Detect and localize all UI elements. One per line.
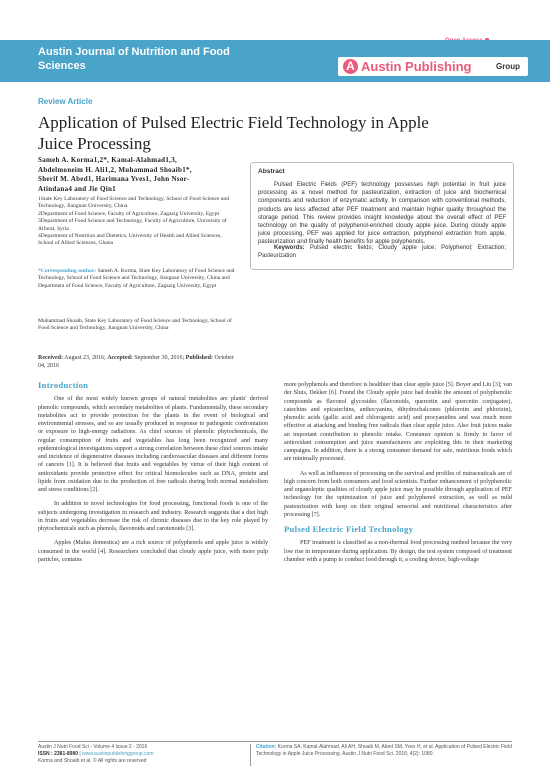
author-line: Sherif M. Abed1, Harimana Yves1, John Nsor- [38,175,190,183]
footer-citation [256,744,514,758]
published-label: Published: [185,355,214,361]
author-line: Atindana4 and Jie Qin1 [38,184,116,193]
received-date: August 23, 2016; [64,355,106,361]
affiliation: 3Department of Food Science and Technology, Faculty of Agriculture, University of Alfurat, Syria [38,218,227,232]
abstract-heading: Abstract [258,168,285,175]
keywords-text: Pulsed electric fields; Cloudy apple juice; Polyphenol; Extraction; Pasteurization [258,245,506,260]
abstract-text: Pulsed Electric Fields (PEF) technology possesses high potential in fruit juice processing as a novel method for pasteurization, extraction of juice and biochemical components and reduction of enzymatic activity. In comparison with conventional methods, products are less affected after PEF treatment and maintain higher quality throughout the storage period. This review provides insight knowledge about the overall effect of PEF technology on the quality of polyphenol-enriched cloudy apple juice. During cloudy apple juice processing, PEF was applied for juice extraction, polyphenol extraction from apple, pasteurization and finally health benefits for apple polyphenols. [258,182,506,246]
paragraph: One of the most widely known groups of natural metabolites are plants' derived phenolic compounds, which secondary metabolites of plants. Fundamentally, these secondary metabolites act to provide protection for the plants in the event of biological and environmental stresses, and so are usually produced in response to pathogenic confrontation or exposure to high-energy radiations. As chief sources of phenolic phytochemicals, the regular consumption of fruits and vegetables has long been recognized and many epidemiological investigations support a strong correlation between these chief sources intake and incidence of degenerative diseases including cardiovascular diseases and different forms of cancers [1]. It is believed that fruits and vegetables by virtue of their high content of antioxidants provide protective effect for critical biomolecules such as DNA, protein and lipids from oxidation due to the production of free radicals during both normal metabolism and stress conditions [2]. [38,396,268,493]
corresponding-author [38,268,238,290]
journal-name [38,45,258,73]
journal-name-line2: Sciences [38,60,86,72]
publisher-logo-icon: A [343,59,358,74]
article-title-line2: Juice Processing [38,134,151,153]
citation-text: Korma SA, Kamal-Alahmad, Ali AH, Shoaib M, Abed SM, Yves H, et al. Application of Pulsed Electric Field Technology in Apple Juice Processing. Austin J Nutri Food Sci. 2016; 4(2): 1080. [256,744,512,757]
accepted-date: September 30, 2016; [134,355,185,361]
article-title [38,112,518,154]
paragraph: more polyphenols and therefore is healthier than clear apple juice [5]. Boyer and Liu [3]; van der Sluis, Dekker [6]. Found the Cloudy apple juice had double the amount of polyphenolic compounds as flavonol glycosides (flavonoids, quercetin and quercetin conjugates), catechins and epicatechins, anthocyanins, dihydrochalcones (phlorotin and phlorizin), phenolic acids (gallic acid and chlorogenic acid) and procyanidins and was much more effective at attacking and binding free radicals than clear apple juice. Also fruit juices make an important contribution to phenolic intake. Consumer opinion is firmly in favor of antioxidant consumption and juice manufacturers are exploiting this in their marketing campaigns. In addition, there is a strong consumer demand for safe, nutritious foods which are minimally processed. [284,382,512,463]
journal-name-line1: Austin Journal of Nutrition and Food [38,46,230,58]
author-list [38,156,228,194]
corresponding-label: *Corresponding author: [38,268,97,274]
footer-separator [250,744,251,766]
article-title-line1: Application of Pulsed Electric Field Technology in Apple [38,113,429,132]
body-left-column [38,381,268,570]
affiliation: 1State Key Laboratory of Food Science and Technology, School of Food Science and Technology, Jiangnan University, China [38,196,229,210]
footer-rights: Korma and Shoaib et al. © All rights are reserved [38,758,147,764]
footer-journal-info: Austin J Nutri Food Sci - Volume 4 Issue 2 - 2016 ISSN : 2381-8980 | www.austinpublishinggroup.com Korma and Shoaib et al. © All rights are reserved [38,744,248,765]
paragraph: PEF treatment is classified as a non-thermal food processing method because the very low rise in temperature during application. By design, the test system composed of treatment chamber with a pump to conduct food through it, a cooling device, high-voltage [284,540,512,563]
article-dates [38,354,238,370]
author-line: Abdelmoneim H. Ali1,2, Muhammad Shoaib1*, [38,165,192,174]
pef-heading: Pulsed Electric Field Technology [284,524,414,534]
corresponding-text: Sameh A. Korma, State Key Laboratory of Food Science and Technology, School of Food Science and Technology, Jiangnan University, China and Department of Food Science, Faculty of Agriculture, Zagazig University, Egypt [38,268,235,289]
body-right-column [284,381,512,570]
keywords [258,244,506,260]
affiliations [38,196,238,248]
accepted-label: Accepted: [107,355,133,361]
publisher-group: Group [496,62,520,71]
received-label: Received: [38,355,63,361]
keywords-label: Keywords: [274,245,305,251]
citation-label: Citation: [256,744,277,750]
affiliation: 4Department of Nutrition and Dietetics, University of Health and Allied Sciences, School of Allied Sciences, Ghana [38,233,222,247]
paragraph: In addition to novel technologies for food processing, functional foods is one of the subjects undergoing investigation in research and industry. Research suggests that a diet high in fruits and vegetables decrease the risk of chronic diseases due to the key role played by phytochemicals such as phenols, flavonoids and carotenoids [3]. [38,501,268,532]
paragraph: As well as influences of processing on the survival and profiles of nutraceuticals are of high concern from both consumers and food scientists. Further enhancement of polyphenolic and organoleptic qualities of cloudy apple juice may be possible through application of PEF technology for the optimization of juice and polyphenol extraction, as well as mild pasteurization with keep on their original sensorial and nutritional characteristics after processing [7]. [284,470,512,518]
corresponding-author-2: Muhammad Shoaib, State Key Laboratory of Food Science and Technology, School of Food Science and Technology, Jiangnan University, China [38,318,232,332]
footer-site-link[interactable]: www.austinpublishinggroup.com [82,751,154,757]
footer-journal-ref: Austin J Nutri Food Sci - Volume 4 Issue 2 - 2016 [38,744,148,750]
footer-issn: ISSN : 2381-8980 [38,751,79,757]
affiliation: 2Department of Food Science, Faculty of Agriculture, Zagazig University, Egypt [38,210,220,217]
author-line: Sameh A. Korma1,2*, Kamal-Alahmad1,3, [38,156,178,164]
published-date: October 04, 2016 [38,355,234,369]
article-type: Review Article [38,97,93,106]
paragraph: Apples (Malus domestica) are a rich source of polyphenols and apple juice is widely consumed in the world [4]. Researchers concluded that cloudy apple juice, with more pulp particles, contains [38,540,268,563]
introduction-heading: Introduction [38,380,89,390]
footer-divider [38,741,512,742]
publisher-name: Austin Publishing [361,59,472,74]
